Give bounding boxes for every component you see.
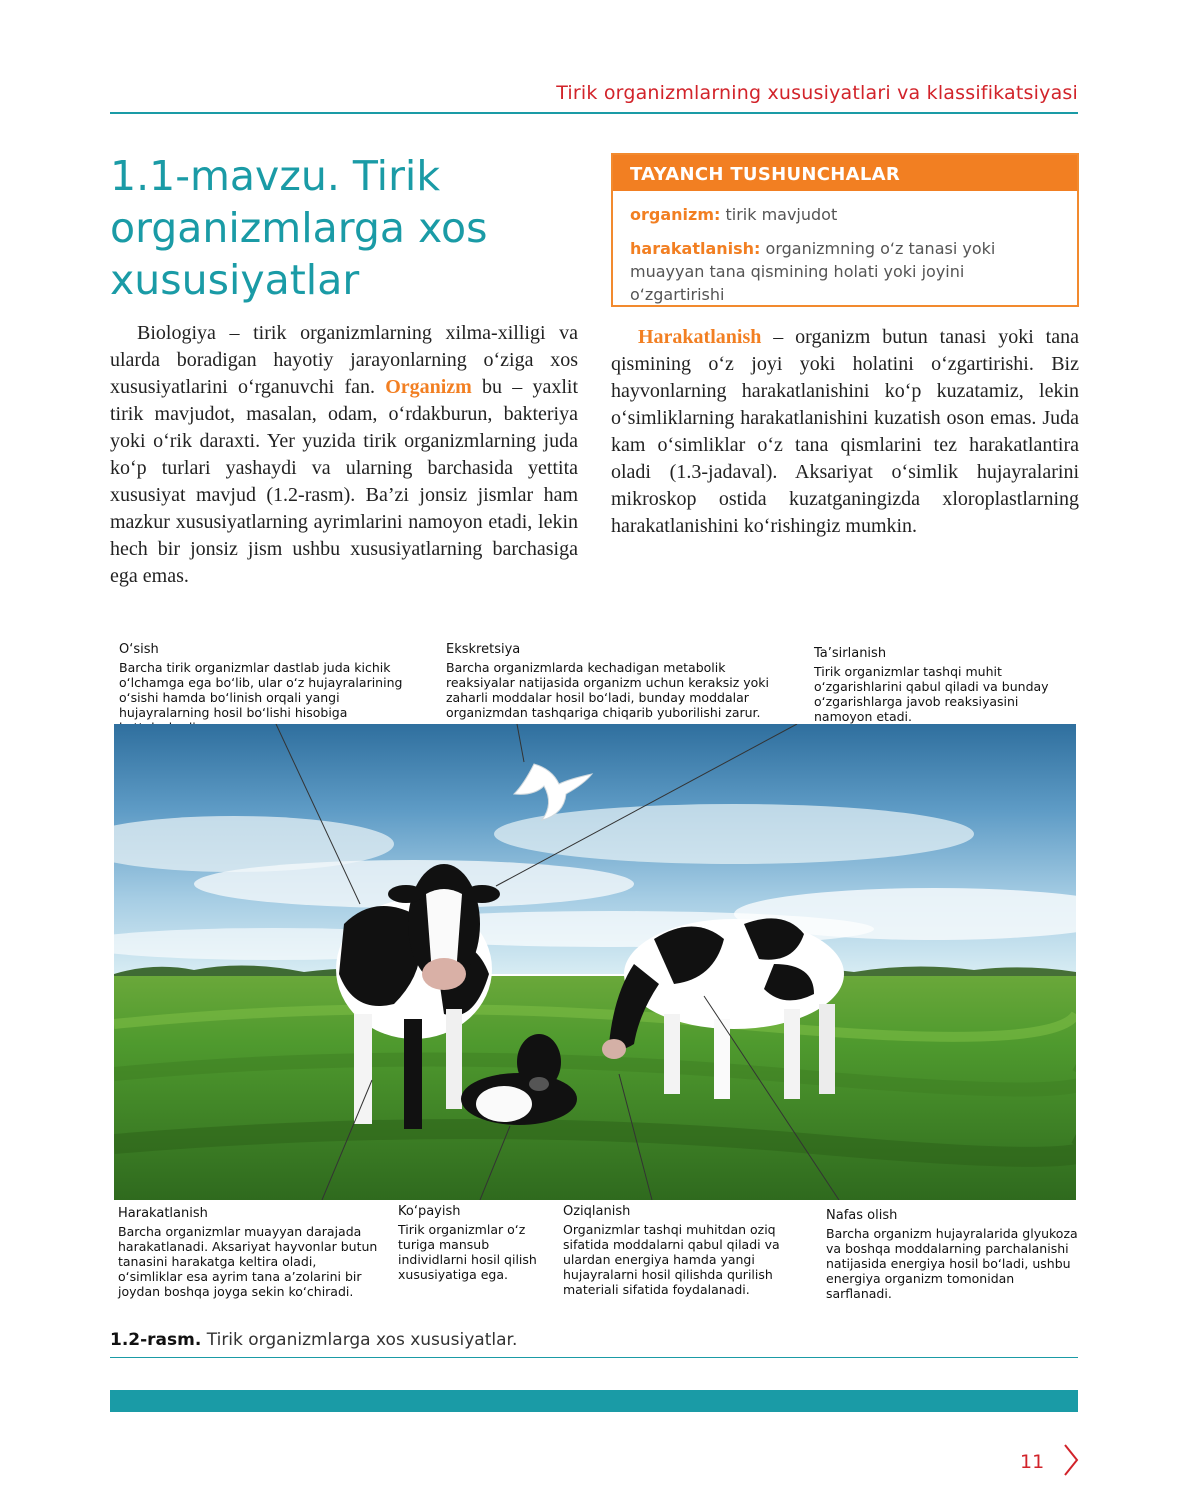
label-text: Barcha organizmlarda kechadigan metabolik reaksiyalar natijasida organizm uchun keraksiz yoki zaharli moddalar hosil bo‘ladi, bunday moddalar organizmdan tashqariga chiqarib yuborilishi zarur.	[446, 660, 769, 720]
footer-bar	[110, 1390, 1078, 1412]
label-title: O‘sish	[119, 642, 159, 657]
caption-number: 1.2-rasm.	[110, 1330, 202, 1350]
key-concepts-heading: TAYANCH TUSHUNCHALAR	[613, 155, 1077, 191]
key-concept-definition: organizmning o‘z tanasi yoki muayyan tana qismining holati yoki joyini o‘zgartirishi	[630, 239, 996, 304]
key-concepts-box	[611, 153, 1079, 307]
label-title: Nafas olish	[826, 1208, 898, 1223]
label-kopayish	[398, 1204, 548, 1282]
label-title: Ta’sirlanish	[814, 646, 887, 661]
intro-paragraph	[110, 320, 578, 590]
movement-paragraph	[611, 324, 1079, 540]
label-text: Barcha organizm hujayralarida glyukoza va boshqa moddalarning parchalanishi natijasida energiya hosil bo‘ladi, ushbu energiya organizm tomonidan sarflanadi.	[826, 1226, 1078, 1301]
page-number: 11	[1020, 1451, 1045, 1473]
label-title: Ekskretsiya	[446, 642, 521, 657]
key-concept-definition: tirik mavjudot	[720, 205, 838, 224]
label-nafas-olish	[826, 1208, 1080, 1301]
label-text: Barcha organizmlar muayyan darajada harakatlanadi. Aksariyat hayvonlar butun tanasini harakatga keltira oladi, o‘simliklar esa ayrim tana a’zolarini bir joydan boshqa joyga sekin ko‘chiradi.	[118, 1224, 378, 1299]
label-title: Harakatlanish	[118, 1206, 208, 1221]
label-title: Oziqlanish	[563, 1204, 631, 1219]
key-concept-item	[630, 237, 1060, 306]
highlight-term: Harakatlanish	[638, 326, 762, 348]
caption-rule	[110, 1357, 1078, 1358]
label-text: Barcha tirik organizmlar dastlab juda kichik o‘lchamga ega bo‘lib, ular o‘z hujayralarining o‘sishi hamda bo‘linish orqali yangi hujayralarning hosil bo‘lishi hisobiga	[119, 660, 403, 720]
topic-title: 1.1-mavzu. Tirik organizmlarga xos xususiyatlar	[110, 152, 488, 304]
paragraph-text: Biologiya – tirik organizmlarning xilma-xilligi va ularda boradigan hayotiy jarayonlarning o‘ziga xos xususiyatlarini o‘rganuvchi fan.	[110, 322, 578, 398]
running-header: Tirik organizmlarning xususiyatlari va klassifikatsiyasi	[556, 82, 1078, 104]
caption-text: Tirik organizmlarga xos xususiyatlar.	[201, 1330, 518, 1350]
key-concept-term: organizm:	[630, 205, 721, 224]
label-text: Tirik organizmlar tashqi muhit o‘zgarishlarini qabul qiladi va bunday o‘zgarishlarga javob reaksiyasini namoyon etadi.	[814, 664, 1049, 724]
paragraph-text: – organizm butun tanasi yoki tana qismining o‘z joyi yoki holatini o‘zgartirishi. Biz hayvonlarning harakatlanishini ko‘p kuzatamiz, lekin o‘simliklarning harakatlanishini kuzatish oson emas. Juda kam o‘simliklar o‘z tana qismlarini tez harakatlantira oladi (1.3-jadaval). Aksariyat o‘simlik hujayralarini mikroskop ostida kuzatganingizda xloroplastlarning harakatlanishini ko‘rishingiz mumkin.	[611, 326, 1079, 537]
highlight-term: Organizm	[385, 376, 472, 398]
cows-meadow-photo	[114, 724, 1076, 1200]
figure-caption	[110, 1330, 517, 1350]
label-text: Tirik organizmlar o‘z turiga mansub individlarni hosil qilish xususiyatiga ega.	[398, 1222, 537, 1282]
label-oziqlanish	[563, 1204, 815, 1297]
label-title: Ko‘payish	[398, 1204, 461, 1219]
label-tasirlanish	[814, 646, 1080, 724]
key-concept-term: harakatlanish:	[630, 239, 761, 258]
label-osish	[119, 642, 431, 735]
chevron-right-icon[interactable]	[1062, 1442, 1080, 1483]
key-concept-item	[630, 203, 1060, 226]
label-ekskretsiya	[446, 642, 796, 720]
label-text: Organizmlar tashqi muhitdan oziq sifatida moddalarni qabul qiladi va ulardan energiya hamda yangi hujayralarni hosil qilishda qurilish materiali sifatida foydalanadi.	[563, 1222, 780, 1297]
label-harakatlanish	[118, 1206, 383, 1299]
paragraph-text: bu – yaxlit tirik mavjudot, masalan, odam, o‘rdakburun, bakteriya yoki o‘rik daraxti. Yer yuzida tirik organizmlarning juda ko‘p turlari yashaydi va ularning barchasida yettita xususiyat mavjud (1.2-rasm). Ba’zi jonsiz jismlar ham mazkur xususiyatlarning ayrimlarini namoyon etadi, lekin hech bir jonsiz jism ushbu xususiyatlarning barchasiga ega emas.	[110, 376, 578, 587]
header-rule	[110, 112, 1078, 114]
